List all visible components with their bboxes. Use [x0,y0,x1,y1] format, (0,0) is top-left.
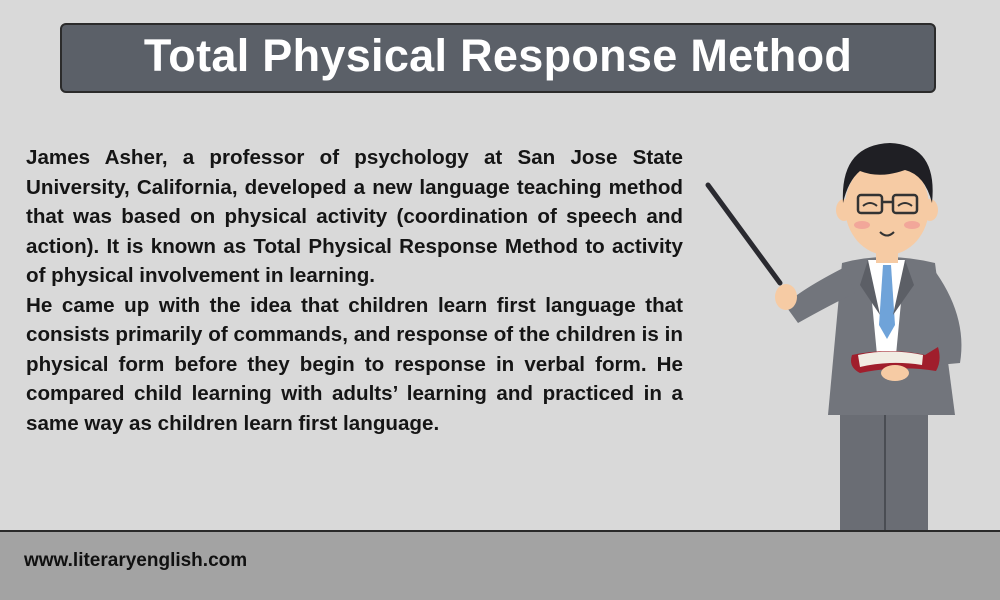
footer-bar [0,530,1000,600]
paragraph-1: James Asher, a professor of psychology at San Jose State University, California, developed a new language teaching method that was based on physical activity (coordination of speech and action). It is known as Total Physical Response Method to activity of physical involvement in learning. [26,146,683,287]
paragraph-2: He came up with the idea that children learn first language that consists primarily of commands, and response of the children is in physical form before they begin to response in verbal form. He compared child learning with adults’ learning and practiced in a same way as children learn first language. [26,293,683,435]
teacher-with-pointer-and-book-icon [700,115,1000,575]
page-title: Total Physical Response Method [143,30,853,81]
footer-website-link[interactable]: www.literaryenglish.com [24,550,248,571]
title-banner [60,23,936,93]
body-text [26,143,683,438]
